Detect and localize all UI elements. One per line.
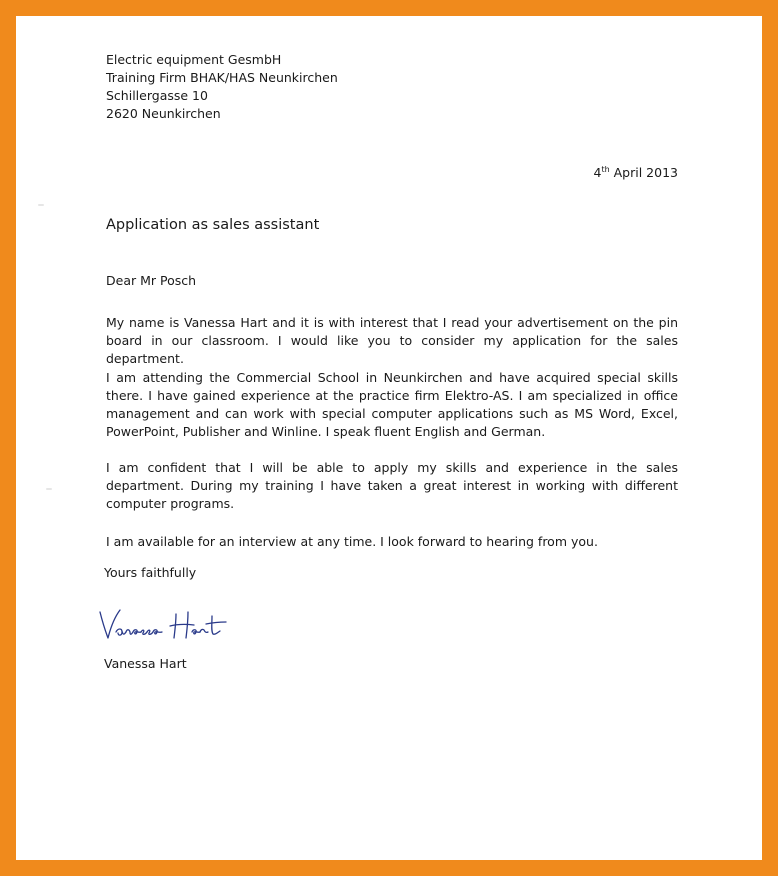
date-suffix: th bbox=[601, 164, 610, 174]
scan-speck bbox=[46, 488, 52, 490]
salutation: Dear Mr Posch bbox=[106, 273, 197, 288]
sender-line-4: 2620 Neunkirchen bbox=[106, 106, 221, 121]
sender-address bbox=[106, 51, 338, 123]
closing: Yours faithfully bbox=[104, 565, 197, 580]
letter-date bbox=[593, 164, 678, 182]
sender-line-3: Schillergasse 10 bbox=[106, 88, 208, 103]
scan-speck bbox=[38, 204, 44, 206]
sender-line-2: Training Firm BHAK/HAS Neunkirchen bbox=[106, 70, 338, 85]
paragraph-4: I am available for an interview at any time. I look forward to hearing from you. bbox=[106, 534, 598, 549]
paragraph-2: I am attending the Commercial School in Neunkirchen and have acquired special skills there. I have gained experience at the practice firm Elektro-AS. I am specialized in office management and can work with special computer applications such as MS Word, Excel, PowerPoint, Publisher and Winline. I speak fluent English and German. bbox=[106, 370, 678, 439]
handwritten-signature bbox=[96, 604, 256, 648]
letter-subject: Application as sales assistant bbox=[106, 217, 320, 233]
sender-line-1: Electric equipment GesmbH bbox=[106, 52, 282, 67]
letter-page bbox=[16, 16, 762, 860]
paragraph-3: I am confident that I will be able to apply my skills and experience in the sales department. During my training I have taken a great interest in working with different computer programs. bbox=[106, 460, 678, 511]
date-day: 4 bbox=[593, 165, 602, 180]
paragraph-1: My name is Vanessa Hart and it is with interest that I read your advertisement on the pin board in our classroom. I would like you to consider my application for the sales department. bbox=[106, 315, 678, 366]
date-month-year: April 2013 bbox=[609, 165, 678, 180]
signature-name: Vanessa Hart bbox=[104, 656, 187, 671]
